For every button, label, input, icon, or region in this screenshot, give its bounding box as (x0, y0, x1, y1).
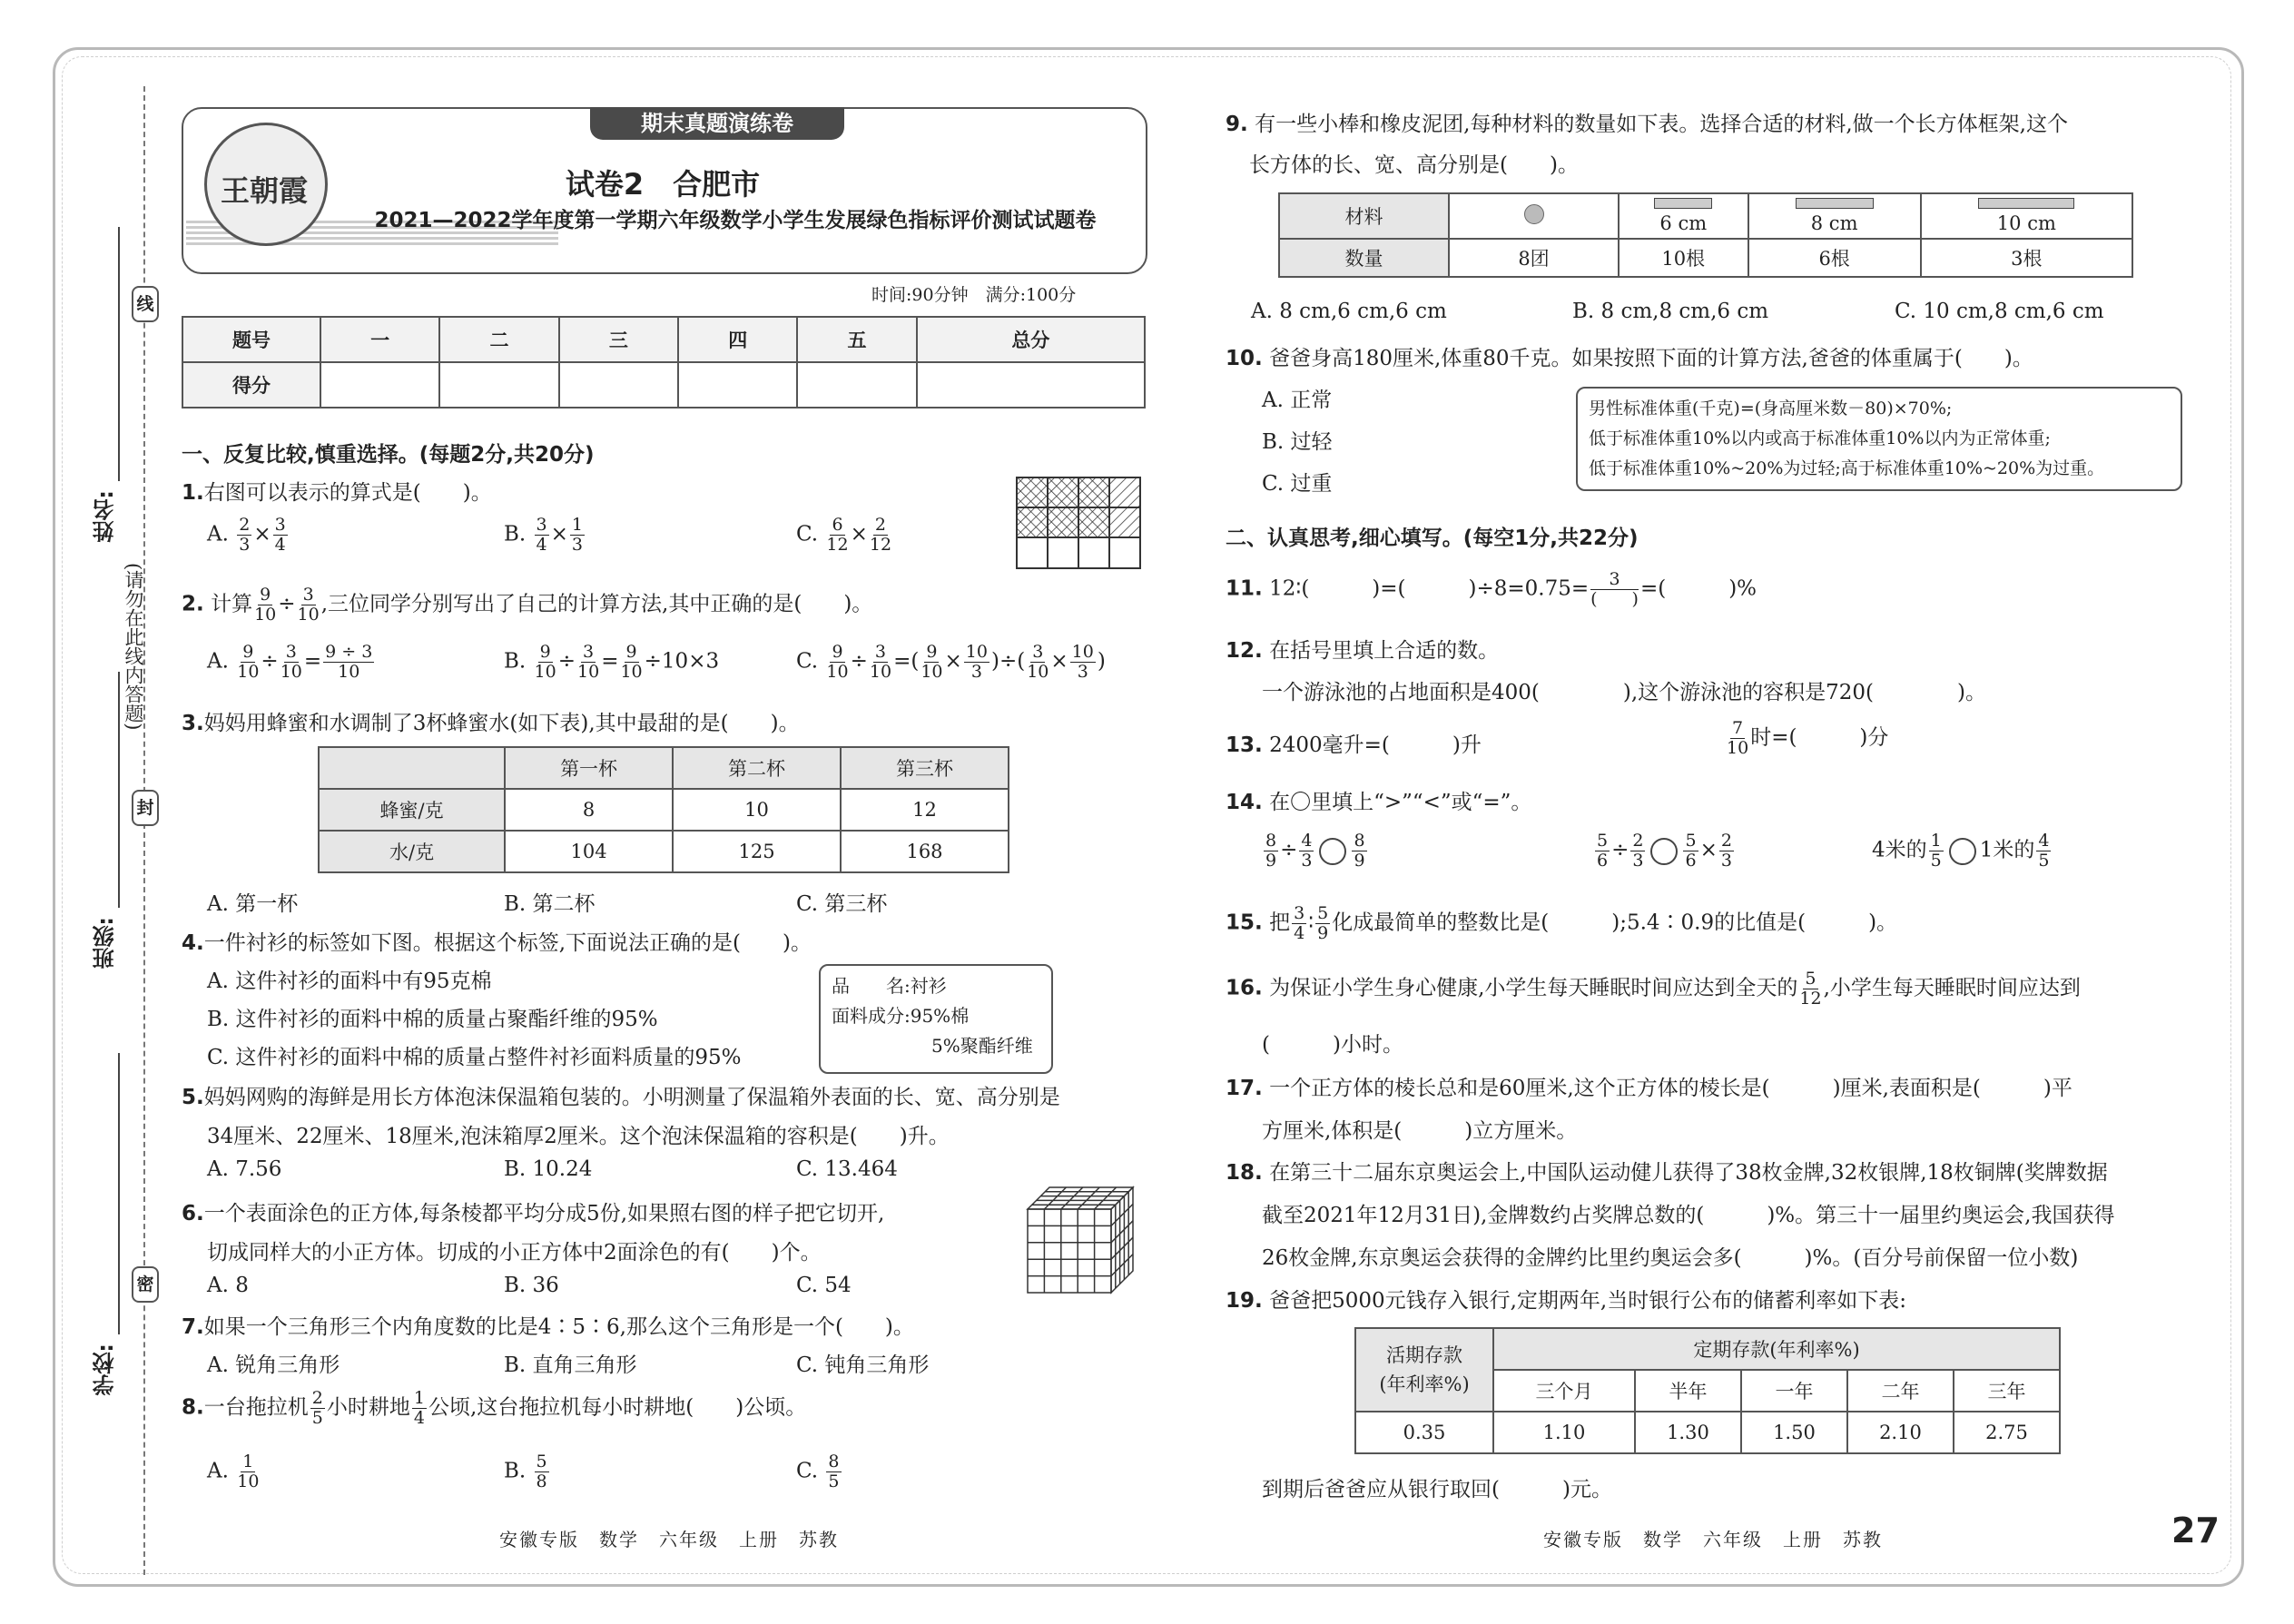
q6-option-b[interactable]: B. 36 (504, 1274, 559, 1297)
q15-number: 15. (1226, 910, 1263, 935)
q14: 14. 在〇里填上“>”“<”或“=”。 (1226, 791, 1532, 814)
logo-text: 王朝霞 (220, 173, 308, 208)
score-row-label: 得分 (182, 362, 320, 408)
q17-number: 17. (1226, 1077, 1263, 1100)
q9-number: 9. (1226, 113, 1248, 136)
q1-option-b[interactable]: B. $\frac{3}{4}$ × $\frac{1}{3}$ (504, 515, 583, 555)
q10-number: 10. (1226, 347, 1263, 370)
footer-left: 安徽专版 数学 六年级 上册 苏教 (499, 1529, 839, 1550)
time-score-info: 时间:90分钟 满分:100分 (871, 285, 1077, 305)
q1 (182, 476, 492, 506)
score-cell[interactable] (320, 362, 439, 408)
q14-compare-1: $\frac{8}{9}$ ÷ $\frac{4}{3}$ $\frac{8}{9}$ (1265, 831, 1365, 871)
q13-right: $\frac{7}{10}$ 时=( )分 (1727, 718, 1889, 758)
q6: 6.一个表面涂色的正方体,每条棱都平均分成5份,如果照右图的样子把它切开, (182, 1202, 885, 1225)
q7-number: 7. (182, 1315, 204, 1339)
q1-grid-figure (1015, 476, 1142, 570)
q8-option-b[interactable]: B. $\frac{5}{8}$ (504, 1452, 547, 1491)
q4-option-a[interactable]: A. 这件衬衫的面料中有95克棉 (207, 969, 492, 993)
q9-table: 材料 6 cm 8 cm 10 cm 数量 8团 10根 6根 3根 (1278, 192, 2133, 278)
q11-number: 11. (1226, 576, 1263, 601)
q3-option-b[interactable]: B. 第二杯 (504, 892, 596, 916)
q1-text: 右图可以表示的算式是( )。 (203, 481, 492, 505)
q4 (182, 926, 812, 956)
score-cell[interactable] (678, 362, 797, 408)
q4-clothing-label: 品 名:衬衫 面料成分:95%棉 5%聚酯纤维 (819, 964, 1053, 1074)
q11: 11. 12∶( )=( )÷8=0.75= $\frac{3}{( )}$ =( )% (1226, 569, 1757, 609)
binding-note: (请勿在此线内答题) (123, 563, 144, 731)
q8-option-c[interactable]: C. $\frac{8}{5}$ (796, 1452, 840, 1491)
q9-line2: 长方体的长、宽、高分别是( )。 (1249, 153, 1579, 177)
q5: 5.妈妈网购的海鲜是用长方体泡沫保温箱包装的。小明测量了保温箱外表面的长、宽、高分别是 (182, 1086, 1060, 1109)
q9-option-c[interactable]: C. 10 cm,8 cm,6 cm (1895, 300, 2104, 323)
q12: 12. 在括号里填上合适的数。 (1226, 639, 1500, 663)
q3-text: 妈妈用蜂蜜和水调制了3杯蜂蜜水(如下表),其中最甜的是( )。 (203, 712, 800, 735)
q16-number: 16. (1226, 976, 1263, 1000)
q5-option-b[interactable]: B. 10.24 (504, 1157, 593, 1181)
q1-option-a[interactable]: A. $\frac{2}{3}$ × $\frac{3}{4}$ (207, 515, 286, 555)
exam-title: 试卷2 合肥市 (565, 167, 761, 202)
q4-text: 一件衬衫的标签如下图。根据这个标签,下面说法正确的是( )。 (203, 931, 812, 955)
section-2-title: 二、认真思考,细心填写。(每空1分,共22分) (1226, 527, 1639, 550)
q18-line3: 26枚金牌,东京奥运会获得的金牌约比里约奥运会多( )%。(百分号前保留一位小数) (1262, 1246, 2079, 1270)
class-field[interactable] (118, 672, 120, 908)
q8-number: 8. (182, 1395, 204, 1420)
q6-option-c[interactable]: C. 54 (796, 1274, 852, 1297)
exam-banner: 期末真题演练卷 (590, 107, 844, 140)
q18-line2: 截至2021年12月31日),金牌数约占奖牌总数的( )%。第三十一届里约奥运会,我国获得 (1262, 1204, 2115, 1227)
q18-number: 18. (1226, 1161, 1263, 1185)
q5-option-a[interactable]: A. 7.56 (207, 1157, 282, 1181)
page-number: 27 (2171, 1511, 2220, 1550)
score-header: 五 (797, 317, 916, 362)
q7-option-b[interactable]: B. 直角三角形 (504, 1353, 637, 1377)
q8: 8.一台拖拉机 $\frac{2}{5}$ 小时耕地 $\frac{1}{4}$ 公顷,这台拖拉机每小时耕地( )公顷。 (182, 1388, 807, 1428)
q3-number: 3. (182, 712, 204, 735)
q9: 9. 有一些小棒和橡皮泥团,每种材料的数量如下表。选择合适的材料,做一个长方体框架,这个 (1226, 113, 2068, 136)
q5-option-c[interactable]: C. 13.464 (796, 1157, 898, 1181)
score-header: 二 (439, 317, 558, 362)
score-cell[interactable] (917, 362, 1145, 408)
q2-option-c[interactable]: C. $\frac{9}{10}$ ÷ $\frac{3}{10}$ =( $\frac{9}{10}$ × $\frac{10}{3}$ )÷( $\frac{3}{10}$ × $\frac{10}{3}$ ) (796, 642, 1106, 682)
exam-subtitle: 2021—2022学年度第一学期六年级数学小学生发展绿色指标评价测试试题卷 (374, 209, 1097, 232)
section-1-title: 一、反复比较,慎重选择。(每题2分,共20分) (182, 443, 595, 467)
q3 (182, 706, 800, 736)
q2-option-a[interactable]: A. $\frac{9}{10}$ ÷ $\frac{3}{10}$ = $\frac{9 \div 3}{10}$ (207, 642, 373, 682)
compare-circle[interactable] (1650, 838, 1678, 865)
stick-icon (1796, 198, 1874, 209)
q4-option-b[interactable]: B. 这件衬衫的面料中棉的质量占聚酯纤维的95% (207, 1008, 658, 1031)
score-header: 题号 (182, 317, 320, 362)
q16-line2: ( )小时。 (1262, 1033, 1403, 1057)
score-cell[interactable] (797, 362, 916, 408)
q8-option-a[interactable]: A. $\frac{1}{10}$ (207, 1452, 260, 1491)
q4-number: 4. (182, 931, 204, 955)
q13-number: 13. (1226, 733, 1263, 757)
class-label: 班级: (93, 917, 118, 969)
score-cell[interactable] (559, 362, 678, 408)
q6-line2: 切成同样大的小正方体。切成的小正方体中2面涂色的有( )个。 (207, 1241, 822, 1265)
footer-right: 安徽专版 数学 六年级 上册 苏教 (1543, 1529, 1883, 1550)
score-table (182, 316, 1146, 408)
q16: 16. 为保证小学生身心健康,小学生每天睡眠时间应达到全天的 $\frac{5}{12}$ ,小学生每天睡眠时间应达到 (1226, 969, 2081, 1009)
q12-line2: 一个游泳池的占地面积是400( ),这个游泳池的容积是720( )。 (1262, 681, 1987, 704)
q15: 15. 把 $\frac{3}{4}$ ∶ $\frac{5}{9}$ 化成最简单的整数比是( );5.4∶0.9的比值是( )。 (1226, 903, 1898, 943)
name-label: 姓名: (93, 490, 118, 543)
q12-number: 12. (1226, 639, 1263, 663)
school-field[interactable] (118, 1053, 120, 1334)
q2: 2. 计算 $\frac{9}{10}$ ÷ $\frac{3}{10}$ ,三位同学分别写出了自己的计算方法,其中正确的是( )。 (182, 585, 873, 625)
q1-option-c[interactable]: C. $\frac{6}{12}$ × $\frac{2}{12}$ (796, 515, 892, 555)
binding-mark-xian: 线 (132, 286, 159, 322)
q14-number: 14. (1226, 791, 1263, 814)
name-field[interactable] (118, 227, 120, 481)
score-header: 一 (320, 317, 439, 362)
q18: 18. 在第三十二届东京奥运会上,中国队运动健儿获得了38枚金牌,32枚银牌,18枚铜牌(奖牌数据 (1226, 1161, 2108, 1185)
q19-number: 19. (1226, 1289, 1263, 1313)
q19-answer-line: 到期后爸爸应从银行取回( )元。 (1262, 1478, 1612, 1501)
compare-circle[interactable] (1949, 838, 1976, 865)
q5-line2: 34厘米、22厘米、18厘米,泡沫箱厚2厘米。这个泡沫保温箱的容积是( )升。 (207, 1125, 950, 1148)
binding-mark-feng: 封 (132, 790, 159, 826)
q2-option-b[interactable]: B. $\frac{9}{10}$ ÷ $\frac{3}{10}$ = $\frac{9}{10}$ ÷10×3 (504, 642, 720, 682)
q2-number: 2. (182, 592, 204, 616)
q17: 17. 一个正方体的棱长总和是60厘米,这个正方体的棱长是( )厘米,表面积是( )平 (1226, 1077, 2072, 1100)
q19: 19. 爸爸把5000元钱存入银行,定期两年,当时银行公布的储蓄利率如下表: (1226, 1289, 1906, 1313)
q14-compare-3: 4米的 $\frac{1}{5}$ 1米的 $\frac{4}{5}$ (1872, 831, 2050, 871)
score-cell[interactable] (439, 362, 558, 408)
score-header: 三 (559, 317, 678, 362)
q10-option-b[interactable]: B. 过轻 (1262, 430, 1333, 454)
q7-option-a[interactable]: A. 锐角三角形 (207, 1353, 340, 1377)
q9-option-a[interactable]: A. 8 cm,6 cm,6 cm (1251, 300, 1447, 323)
q3-option-c[interactable]: C. 第三杯 (796, 892, 888, 916)
q17-line2: 方厘米,体积是( )立方厘米。 (1262, 1119, 1578, 1143)
q3-table: 第一杯 第二杯 第三杯 蜂蜜/克 8 10 12 水/克 104 125 168 (318, 746, 1009, 873)
q1-number: 1. (182, 481, 204, 505)
q19-rate-table: 活期存款 (年利率%) 定期存款(年利率%) 三个月 半年 一年 二年 三年 0.35 1.10 1.30 1.50 2.10 2.75 (1354, 1327, 2061, 1454)
q6-option-a[interactable]: A. 8 (207, 1274, 249, 1297)
q13: 13. 2400毫升=( )升 (1226, 733, 1482, 757)
binding-mark-mi: 密 (132, 1266, 159, 1303)
stick-icon (1654, 198, 1712, 209)
clay-ball-icon (1524, 204, 1544, 224)
q3-option-a[interactable]: A. 第一杯 (207, 892, 299, 916)
q9-option-b[interactable]: B. 8 cm,8 cm,6 cm (1572, 300, 1769, 323)
compare-circle[interactable] (1319, 838, 1346, 865)
q10-option-a[interactable]: A. 正常 (1262, 389, 1333, 412)
score-header: 四 (678, 317, 797, 362)
q10: 10. 爸爸身高180厘米,体重80千克。如果按照下面的计算方法,爸爸的体重属于( )。 (1226, 347, 2033, 370)
q5-number: 5. (182, 1086, 204, 1109)
q14-compare-2: $\frac{5}{6}$ ÷ $\frac{2}{3}$ $\frac{5}{6}$ × $\frac{2}{3}$ (1597, 831, 1732, 871)
q10-option-c[interactable]: C. 过重 (1262, 472, 1333, 496)
score-header: 总分 (917, 317, 1145, 362)
stick-icon (1978, 198, 2074, 209)
q4-option-c[interactable]: C. 这件衬衫的面料中棉的质量占整件衬衫面料质量的95% (207, 1046, 742, 1069)
q6-number: 6. (182, 1202, 204, 1225)
q10-formula-box: 男性标准体重(千克)=(身高厘米数－80)×70%; 低于标准体重10%以内或高于标准体重10%以内为正常体重; 低于标准体重10%~20%为过轻;高于标准体重10%~20%为过重。 (1576, 387, 2182, 491)
q7-option-c[interactable]: C. 钝角三角形 (796, 1353, 930, 1377)
q7: 7.如果一个三角形三个内角度数的比是4∶5∶6,那么这个三角形是一个( )。 (182, 1315, 914, 1339)
q6-cube-figure (1026, 1186, 1135, 1294)
school-label: 学校: (93, 1343, 118, 1396)
